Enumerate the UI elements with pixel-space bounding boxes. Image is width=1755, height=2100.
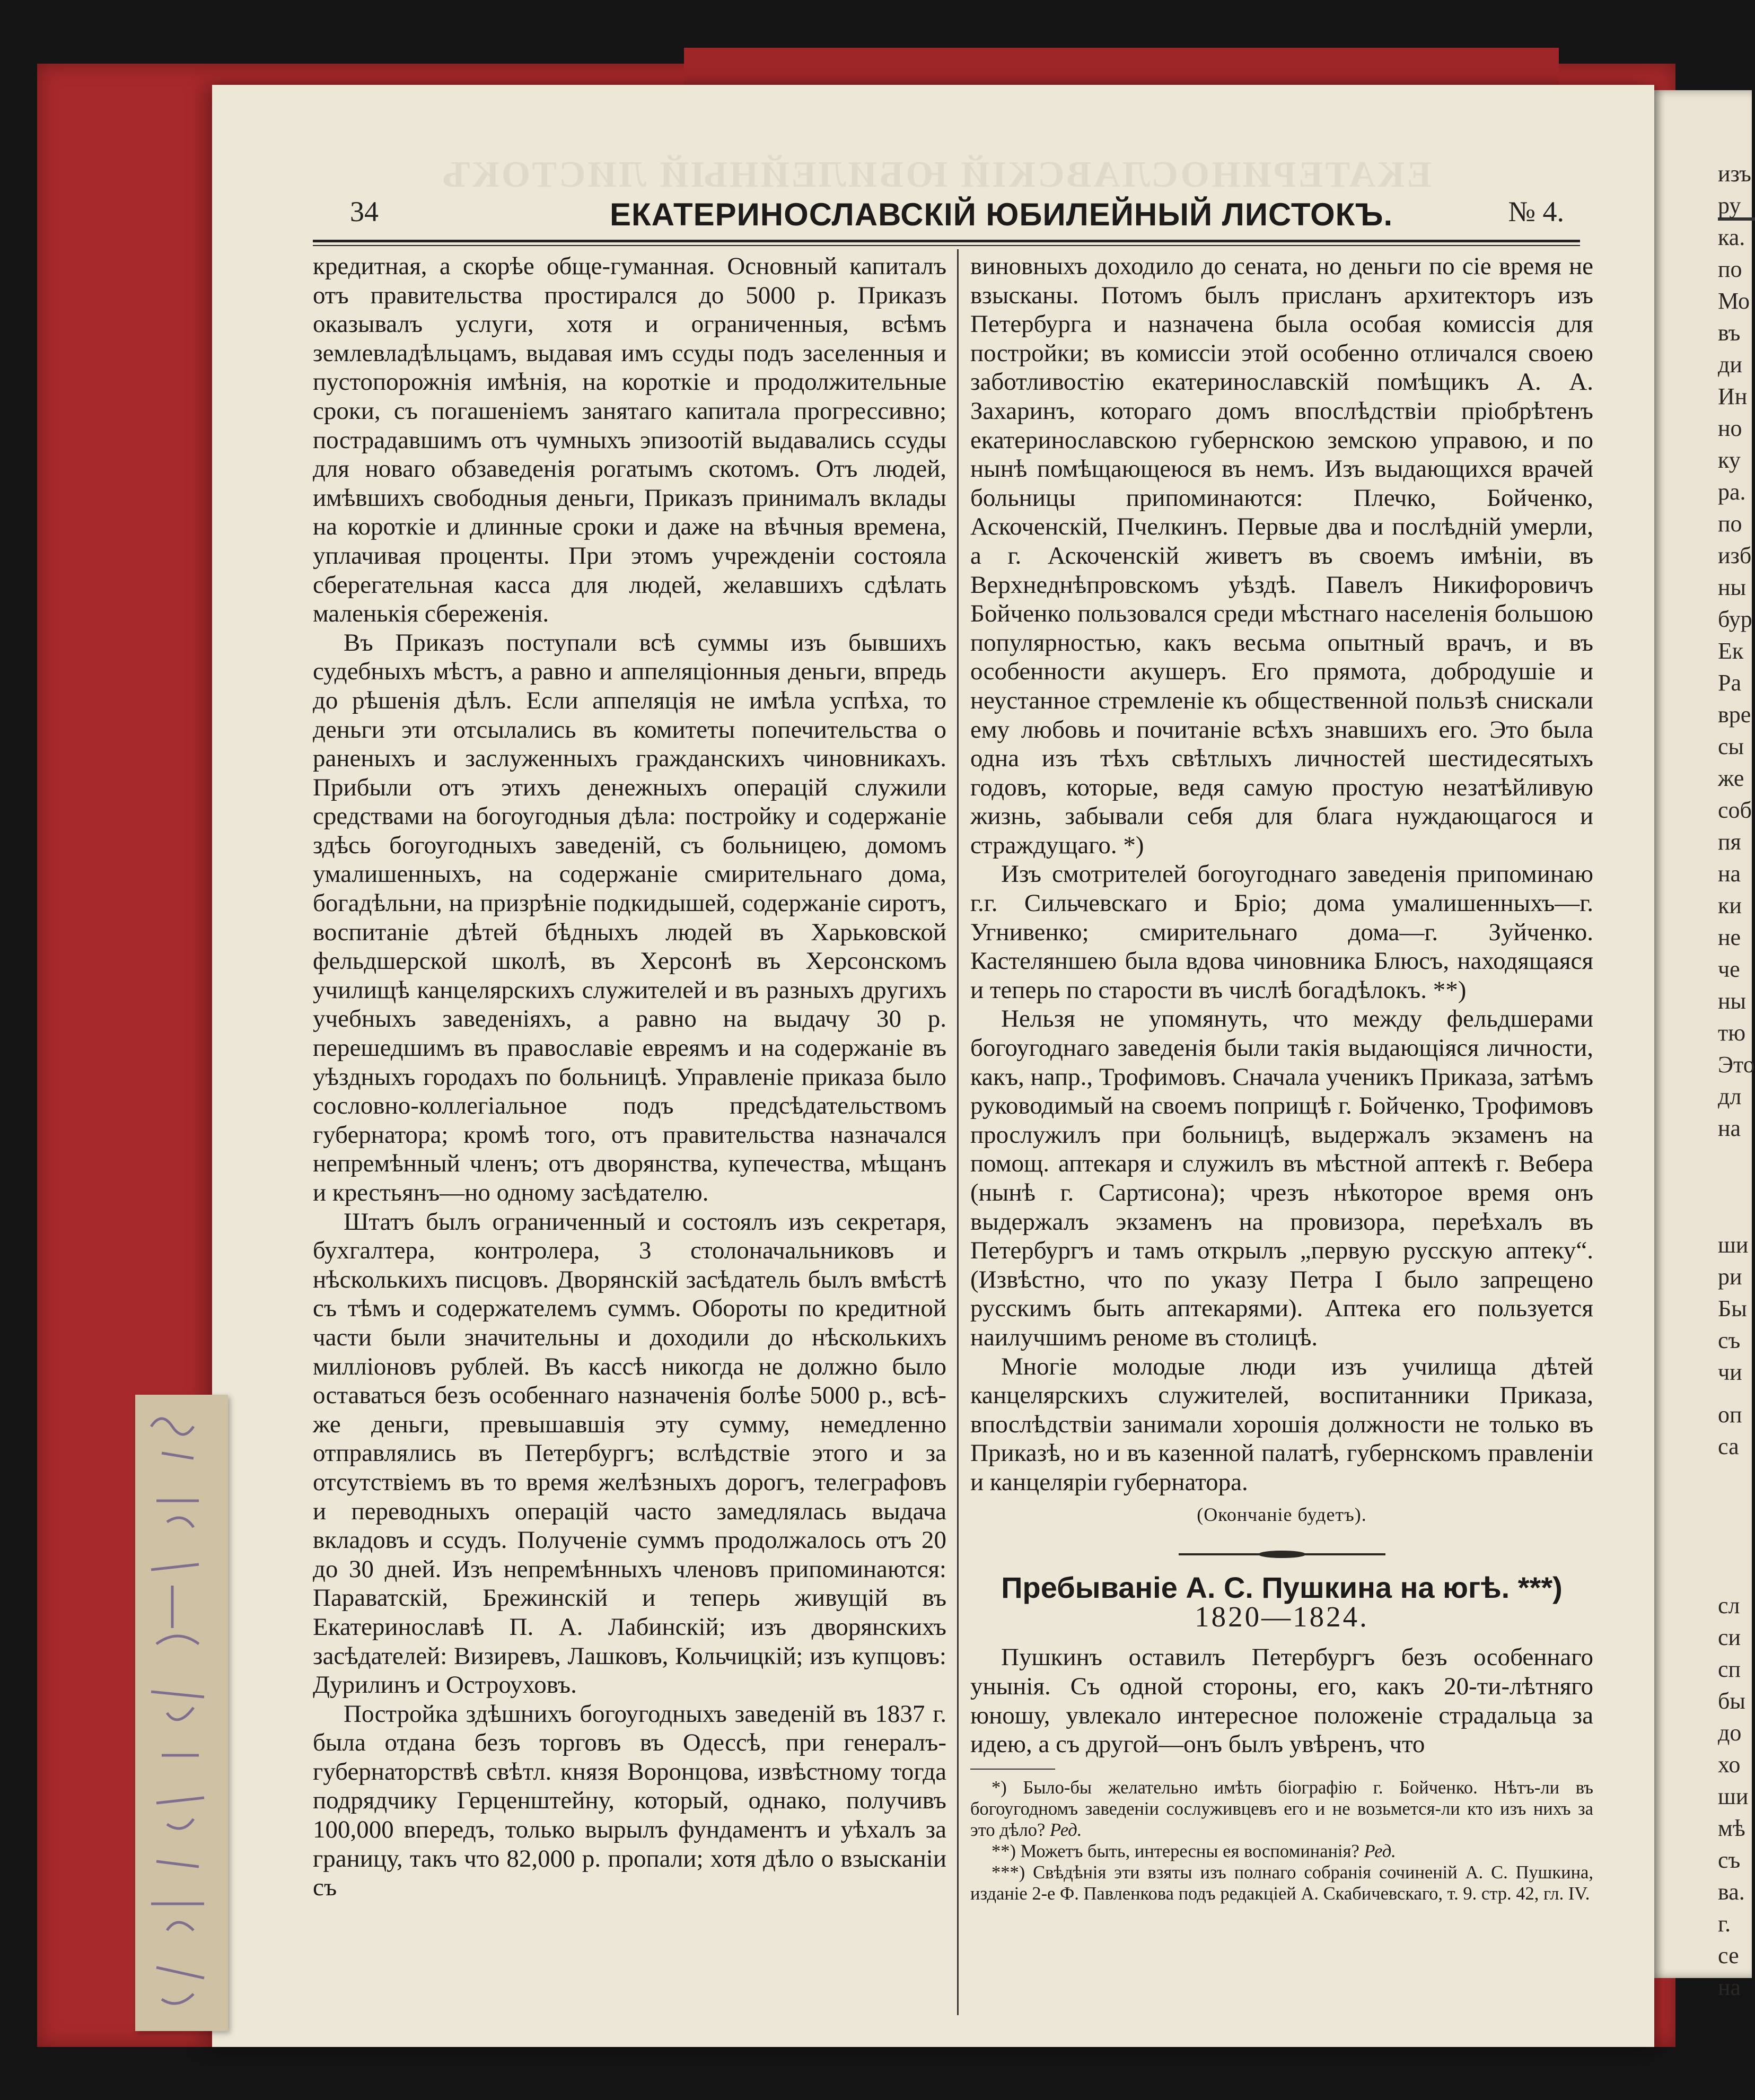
adjacent-page-fragment: Это xyxy=(1718,1052,1755,1078)
adjacent-page-fragment: тю xyxy=(1718,1020,1746,1046)
adjacent-page-fragment: сп xyxy=(1718,1656,1741,1682)
footnote xyxy=(970,1862,1593,1904)
adjacent-page-fragment: ны xyxy=(1718,988,1747,1014)
adjacent-page-fragment: ва. xyxy=(1718,1879,1745,1905)
adjacent-page-fragment: ши xyxy=(1718,1783,1749,1809)
adjacent-page-fragment: хо xyxy=(1718,1752,1741,1778)
adjacent-page-fragment: сы xyxy=(1718,733,1744,759)
footnote-rule xyxy=(970,1769,1055,1770)
adjacent-page-fragment: соб xyxy=(1718,797,1752,823)
adjacent-page-fragment: ны xyxy=(1718,574,1747,600)
continuation-note: (Окончаніе будетъ). xyxy=(1197,1503,1367,1525)
adjacent-page-fragment: но xyxy=(1718,415,1742,441)
adjacent-page-fragment: оп xyxy=(1718,1402,1742,1428)
adjacent-page-fragment: ки xyxy=(1718,892,1742,918)
adjacent-page-fragment: сл xyxy=(1718,1592,1740,1618)
page-number: 34 xyxy=(350,196,379,228)
adjacent-page-fragment: ку xyxy=(1718,447,1741,473)
paragraph: Нельзя не упомянуть, что между фельдшерами богоугоднаго заведенія были такія выдающіяся личности, какъ, напр., Трофимовъ. Сначала ученикъ Приказа, затѣмъ руководимый на своемъ поприщѣ г. Бойченко, Трофимовъ прослужилъ при больницѣ, выдержалъ экзаменъ на помощ. аптекаря и служилъ въ мѣстной аптекѣ г. Вебера (нынѣ г. Сартисона); чрезъ нѣкоторое время онъ выдержалъ экзаменъ на провизора, переѣхалъ въ Петербургъ и тамъ открылъ „первую русскую аптеку“. (Извѣстно, что по указу Петра I было запрещено русскимъ быть аптекарями). Аптека его пользуется наилучшимъ реномe въ столицѣ. xyxy=(970,1005,1593,1351)
adjacent-page-fragment: бур xyxy=(1718,606,1752,632)
footnote-editor: Ред. xyxy=(1050,1819,1082,1840)
section-divider xyxy=(1179,1553,1385,1555)
page-header xyxy=(350,191,1564,239)
adjacent-page-fragment: по xyxy=(1718,256,1742,282)
journal-title: ЕКАТЕРИНОСЛАВСКІЙ ЮБИЛЕЙНЫЙ ЛИСТОКЪ. xyxy=(610,197,1393,232)
header-rule xyxy=(313,240,1580,242)
adjacent-page-fragment: же xyxy=(1718,765,1744,791)
adjacent-page-fragment: ри xyxy=(1718,1264,1742,1290)
footnote-editor: Ред. xyxy=(1364,1841,1396,1861)
adjacent-page-fragment: г. xyxy=(1718,1911,1731,1937)
adjacent-page-fragment: ка. xyxy=(1718,224,1745,250)
adjacent-page-fragment: Ин xyxy=(1718,383,1748,409)
adjacent-page-fragment: на xyxy=(1718,1974,1741,2000)
adjacent-page-fragment: не xyxy=(1718,924,1741,950)
paragraph: Изъ смотрителей богоугоднаго заведенія припоминаю г.г. Сильчевскаго и Бріо; дома умалишенныхъ—г. Угнивенко; смирительнаго дома—г. Зуйченко. Кастеляншею была вдова чиновника Блюсъ, находящаяся и теперь по старости въ числѣ богадѣлокъ. **) xyxy=(970,860,1593,1004)
adjacent-page-fragment: ра. xyxy=(1718,479,1746,505)
adjacent-page-fragment: Мо xyxy=(1718,288,1750,314)
adjacent-page-fragment: че xyxy=(1718,956,1740,982)
adjacent-page-fragment: Ек xyxy=(1718,638,1744,664)
adjacent-page-fragment: изб xyxy=(1718,542,1752,568)
adjacent-page-fragment: до xyxy=(1718,1720,1742,1746)
footnote xyxy=(970,1777,1593,1841)
article-title: Пребываніе А. С. Пушкина на югѣ. ***) xyxy=(1001,1571,1563,1605)
header-rule-thin xyxy=(313,245,1580,246)
paragraph: кредитная, а скорѣе обще-гуманная. Основный капиталъ отъ правительства простирался до 5000 р. Приказъ оказывалъ услуги, хотя и ограниченныя, всѣмъ землевладѣльцамъ, выдавая имъ ссуды подъ заселенныя и пустопорожнія имѣнія, на короткіе и продолжительные сроки, съ погашеніемъ занятаго капитала прогрессивно; пострадавшимъ отъ чумныхъ эпизоотій выдавались ссуды для новаго обзаведенія рогатымъ скотомъ. Отъ людей, имѣвшихъ свободныя деньги, Приказъ принималъ вклады на короткіе и длинные сроки и даже на вѣчныя времена, уплачивая проценты. При этомъ учрежденіи состояла сберегательная касса для людей, желавшихъ сдѣлать маленькія сбереженія. xyxy=(313,252,946,628)
issue-number: № 4. xyxy=(1508,196,1564,228)
footnote-text: **) Можетъ быть, интересны ея воспоминанія? xyxy=(991,1841,1359,1861)
adjacent-page-fragment: въ xyxy=(1718,320,1741,346)
adjacent-page-fragment: ди xyxy=(1718,352,1742,378)
column-divider xyxy=(957,249,959,2015)
adjacent-page xyxy=(1649,90,1755,2000)
adjacent-page-fragment: ши xyxy=(1718,1232,1749,1258)
adjacent-page-fragment: чи xyxy=(1718,1359,1742,1385)
adjacent-page-fragment: Бы xyxy=(1718,1296,1747,1322)
adjacent-page-fragment: бы xyxy=(1718,1688,1745,1714)
adjacent-page-fragment: са xyxy=(1718,1433,1739,1459)
paragraph: Штатъ былъ ограниченный и состоялъ изъ секретаря, бухгалтера, контролера, 3 столоначальниковъ и нѣсколькихъ писцовъ. Дворянскій засѣдатель былъ вмѣстѣ съ тѣмъ и содержателемъ суммъ. Обороты по кредитной части были значительны и доходили до нѣсколькихъ милліоновъ рублей. Въ кассѣ никогда не должно было оставаться безъ особеннаго назначенія болѣе 5000 р., всѣ-же деньги, превышавшія эту сумму, немедленно отправлялись въ Петербургъ; вслѣдствіе этого и за отсутствіемъ въ то время желѣзныхъ дорогъ, телеграфовъ и переводныхъ операцій часто замедлялась выдача вкладовъ и ссудъ. Полученіе суммъ продолжалось отъ 20 до 30 дней. Изъ непремѣнныхъ членовъ припоминаются: Параватскій, Брежинскій и теперь живущій въ Екатеринославѣ П. А. Лабинскій; изъ дворянскихъ засѣдателей: Визиревъ, Лашковъ, Кольчицкій; изъ купцовъ: Дурилинъ и Остроуховъ. xyxy=(313,1208,946,1699)
footnote-text: ***) Свѣдѣнія эти взяты изъ полнаго собранія сочиненій А. С. Пушкина, изданіе 2-е Ф. Павленкова подъ редакціей А. Скабичевскаго, т. 9. стр. 42, гл. IV. xyxy=(970,1862,1593,1904)
adjacent-page-fragment: дл xyxy=(1718,1083,1742,1109)
paragraph: Постройка здѣшнихъ богоугодныхъ заведеній въ 1837 г. была отдана безъ торговъ въ Одессѣ, при генералъ-губернаторствѣ свѣтл. князя Воронцова, извѣстному тогда подрядчику Герценштейну, который, однако, получивъ 100,000 впередъ, только вырылъ фундаментъ и уѣхалъ за границу, такъ что 82,000 р. пропали; хотя дѣло о взысканіи съ xyxy=(313,1700,946,1902)
paragraph: виновныхъ доходило до сената, но деньги по сіе время не взысканы. Потомъ былъ присланъ архитекторъ изъ Петербурга и назначена была особая комиссія для постройки; въ комиссіи этой особенно отличался своею заботливостію екатеринославскій помѣщикъ А. А. Захаринъ, котораго домъ впослѣдствіи пріобрѣтенъ екатеринославскою губернскою земскою управою, и по нынѣ помѣщающеюся въ немъ. Изъ выдающихся врачей больницы припоминаются: Плечко, Бойченко, Аскоченскій, Пчелкинъ. Первые два и послѣдній умерли, а г. Аскоченскій живетъ въ своемъ имѣніи, въ Верхнеднѣпровскомъ уѣздѣ. Павелъ Никифоровичъ Бойченко пользовался среди мѣстнаго населенія большою популярностью, какъ весьма опытный врачъ, и въ особенности акушеръ. Его прямота, добродушіе и неустанное стремленіе къ общественной пользѣ снискали ему любовь и почитаніе всѣхъ знавшихъ его. Это была одна изъ тѣхъ свѣтлыхъ личностей шестидесятыхъ годовъ, которые, ведя самую простую незатѣйливую жизнь, забывали себя для блага нуждающагося и страждущаго. *) xyxy=(970,252,1593,859)
adjacent-page-fragment: изъ xyxy=(1718,161,1751,187)
left-column xyxy=(313,252,946,1902)
article-paragraph: Пушкинъ оставилъ Петербургъ безъ особеннаго унынія. Съ одной стороны, его, какъ 20-ти-лѣтняго юношу, увлекало интересное положеніе страдальца за идею, а съ другой—онъ былъ увѣренъ, что xyxy=(970,1643,1593,1758)
adjacent-page-fragment: мѣ xyxy=(1718,1815,1745,1841)
handwritten-marks xyxy=(135,1395,228,2031)
adjacent-page-fragment: на xyxy=(1718,861,1741,887)
adjacent-page-fragment: на xyxy=(1718,1115,1741,1141)
adjacent-page-fragment: съ xyxy=(1718,1847,1741,1873)
right-column xyxy=(970,252,1593,1904)
article-years: 1820—1824. xyxy=(1195,1600,1369,1633)
adjacent-page-fragment: вре xyxy=(1718,702,1751,728)
adjacent-page-fragment: съ xyxy=(1718,1327,1741,1353)
adjacent-page-fragment: пя xyxy=(1718,829,1741,855)
handwritten-note-slip xyxy=(135,1395,228,2031)
footnote-text: *) Было-бы желательно имѣть біографію г. Бойченко. Нѣтъ-ли въ богоугодномъ заведеніи сослуживцевъ его и не возьмется-ли кто изъ нихъ за это дѣло? xyxy=(970,1777,1593,1840)
bleed-through-text: ЕКАТЕРИНОСЛАВСКІЙ ЮБИЛЕЙНЫЙ ЛИСТОКЪ xyxy=(440,154,1432,195)
adjacent-page-fragment: ру xyxy=(1718,192,1741,218)
paragraph: Въ Приказъ поступали всѣ суммы изъ бывшихъ судебныхъ мѣстъ, а равно и аппеляціонныя деньги, впредь до рѣшенія дѣлъ. Если аппеляція не имѣла успѣха, то деньги эти отсылались въ комитеты попечительства о раненыхъ и заслуженныхъ гражданскихъ чиновникахъ. Прибыли отъ этихъ денежныхъ операцій служили средствами на богоугодныя дѣла: постройку и содержаніе здѣсь богоугодныхъ заведеній, съ больницею, домомъ умалишенныхъ, на содержаніе смирительнаго дома, богадѣльни, на призрѣніе подкидышей, содержаніе сиротъ, воспитаніе дѣтей бѣдныхъ людей въ Харьковской фельдшерской школѣ, въ Херсонѣ въ Херсонскомъ училищѣ канцелярскихъ служителей и въ разныхъ другихъ учебныхъ заведеніяхъ, а равно на выдачу 30 р. перешедшимъ въ православіе евреямъ и на содержаніе въ уѣздныхъ городахъ по больницѣ. Управленіе приказа было сословно-коллегіальное подъ предсѣдательствомъ губернатора; кромѣ того, отъ правительства назначался непремѣнный членъ; отъ дворянства, купечества, мѣщанъ и крестьянъ—но одному засѣдателю. xyxy=(313,628,946,1206)
footnote xyxy=(970,1841,1593,1862)
adjacent-page-fragment: се xyxy=(1718,1942,1739,1968)
adjacent-page-fragment: по xyxy=(1718,511,1742,537)
adjacent-page-fragment: си xyxy=(1718,1624,1741,1650)
paragraph: Многіе молодые люди изъ училища дѣтей канцелярскихъ служителей, воспитанники Приказа, впослѣдствіи занимали хорошія должности не только въ Приказѣ, но и въ казенной палатѣ, губернскомъ правленіи и канцеляріи губернатора. xyxy=(970,1352,1593,1496)
adjacent-page-fragment: Ра xyxy=(1718,670,1741,696)
